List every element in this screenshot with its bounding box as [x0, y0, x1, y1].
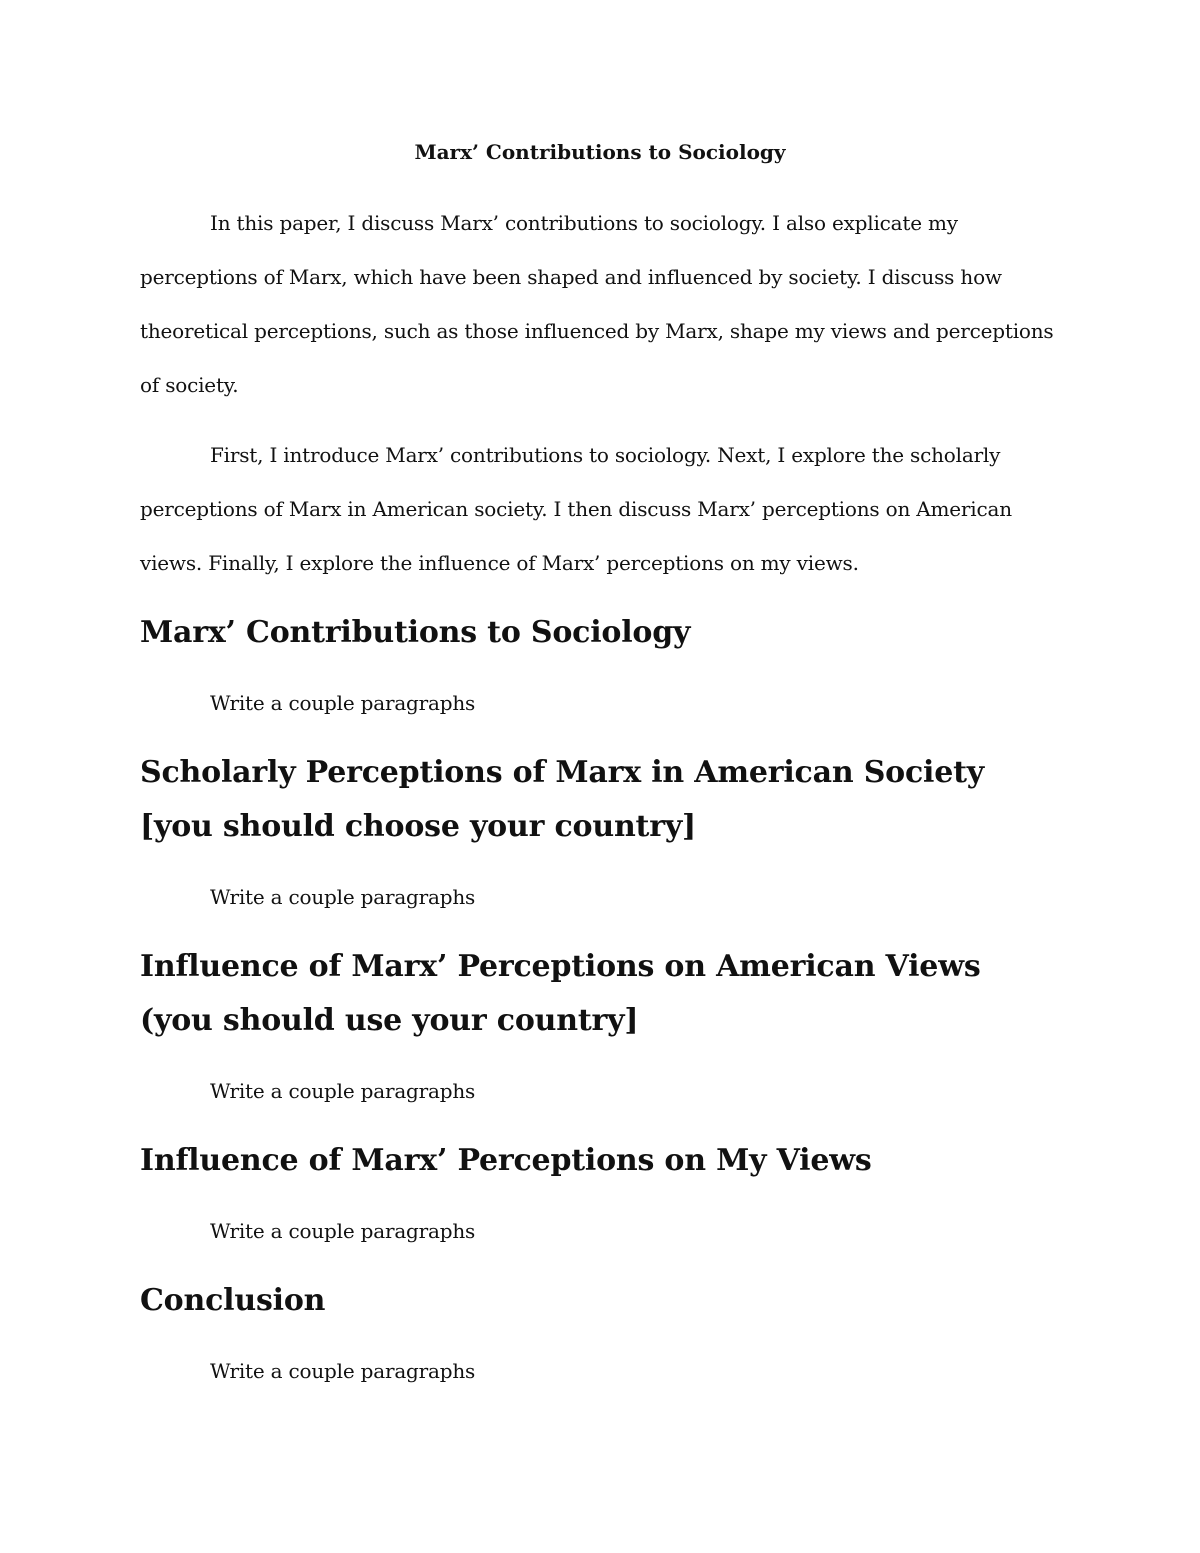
- intro-paragraph-2: First, I introduce Marx’ contributions to sociology. Next, I explore the scholarly perceptions of Marx in American society. I then discuss Marx’ perceptions on American views. Finally, I explore the influence of Marx’ perceptions on my views.: [140, 443, 1012, 575]
- spacer: [140, 1328, 1060, 1344]
- spacer: [140, 924, 1060, 940]
- document-title: Marx’ Contributions to Sociology: [414, 140, 786, 164]
- spacer: [140, 660, 1060, 676]
- spacer: [140, 854, 1060, 870]
- spacer: [140, 412, 1060, 428]
- spacer: [140, 1118, 1060, 1134]
- section-body: Write a couple paragraphs: [210, 1079, 476, 1103]
- spacer: [140, 590, 1060, 606]
- section-heading: Influence of Marx’ Perceptions on American Views (you should use your country]: [140, 949, 981, 1038]
- intro-paragraph-1: In this paper, I discuss Marx’ contributions to sociology. I also explicate my perceptions of Marx, which have been shaped and influenced by society. I discuss how theoretical perceptions, such as those influenced by Marx, shape my views and perceptions of society.: [140, 211, 1054, 397]
- section-heading: Influence of Marx’ Perceptions on My Views: [140, 1143, 872, 1178]
- section-heading: Conclusion: [140, 1283, 326, 1318]
- section-heading: Scholarly Perceptions of Marx in American Society [you should choose your country]: [140, 755, 985, 844]
- section-conclusion: [140, 1274, 1060, 1398]
- section-body: Write a couple paragraphs: [210, 691, 476, 715]
- spacer: [140, 1188, 1060, 1204]
- spacer: [140, 1048, 1060, 1064]
- section-body: Write a couple paragraphs: [210, 1359, 476, 1383]
- section-body: Write a couple paragraphs: [210, 885, 476, 909]
- section-heading: Marx’ Contributions to Sociology: [140, 615, 691, 650]
- section-scholarly-perceptions: [140, 746, 1060, 924]
- spacer: [140, 164, 1060, 196]
- section-contributions: [140, 606, 1060, 730]
- spacer: [140, 1258, 1060, 1274]
- section-american-views: [140, 940, 1060, 1118]
- section-body: Write a couple paragraphs: [210, 1219, 476, 1243]
- section-my-views: [140, 1134, 1060, 1258]
- spacer: [140, 730, 1060, 746]
